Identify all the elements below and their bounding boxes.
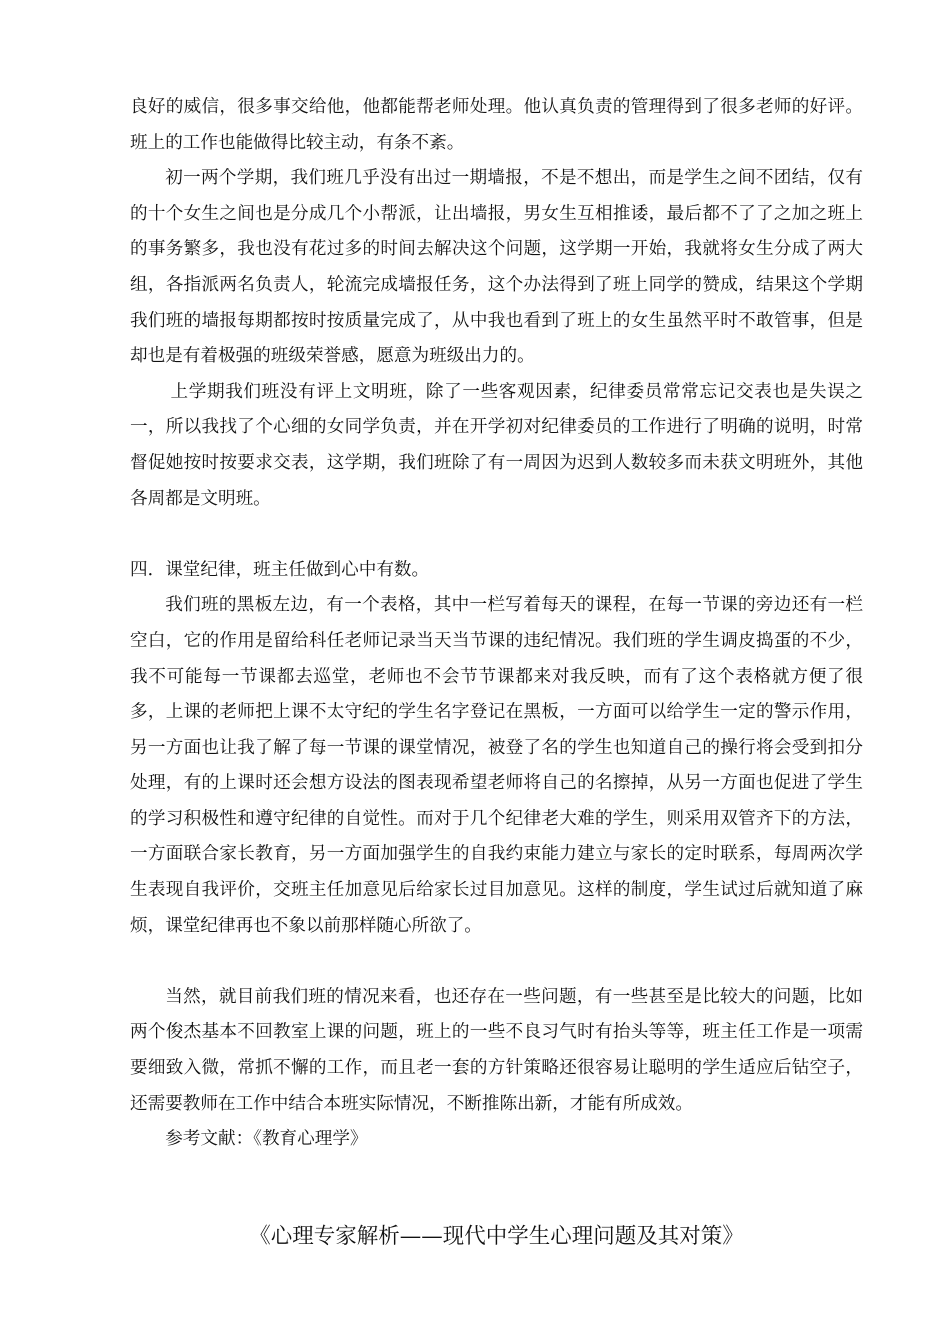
paragraph-wall-newspaper: 初一两个学期，我们班几乎没有出过一期墙报，不是不想出，而是学生之间不团结，仅有的十个女生之间也是分成几个小帮派，让出墙报，男女生互相推诿，最后都不了了之加之班上的事务繁多，我也没有花过多的时间去解决这个问题，这学期一开始，我就将女生分成了两大组，各指派两名负责人，轮流完成墙报任务，这个办法得到了班上同学的赞成，结果这个学期我们班的墙报每期都按时按质量完成了，从中我也看到了班上的女生虽然平时不敢管事，但是却也是有着极强的班级荣誉感，愿意为班级出力的。 bbox=[130, 168, 863, 367]
paragraph-prestige: 良好的威信，很多事交给他，他都能帮老师处理。他认真负责的管理得到了很多老师的好评。班上的工作也能做得比较主动，有条不紊。 bbox=[130, 97, 863, 153]
paragraph-civilized-class: 上学期我们班没有评上文明班，除了一些客观因素，纪律委员常常忘记交表也是失误之一，所以我找了个心细的女同学负责，并在开学初对纪律委员的工作进行了明确的说明，时常督促她按时按要求交表，这学期，我们班除了有一周因为迟到人数较多而未获文明班外，其他各周都是文明班。 bbox=[130, 381, 863, 509]
paragraph-gap bbox=[130, 517, 863, 553]
paragraph-conclusion: 当然，就目前我们班的情况来看，也还存在一些问题，有一些甚至是比较大的问题，比如两个俊杰基本不回教室上课的问题，班上的一些不良习气时有抬头等等，班主任工作是一项需要细致入微，常抓不懈的工作，而且老一套的方针策略还很容易让聪明的学生适应后钻空子，还需要教师在工作中结合本班实际情况，不断推陈出新，才能有所成效。 bbox=[130, 986, 863, 1114]
reference-book-title: 《心理专家解析——现代中学生心理问题及其对策》 bbox=[249, 1223, 744, 1249]
document-page bbox=[130, 90, 863, 1249]
paragraph-classroom-discipline: 我们班的黑板左边，有一个表格，其中一栏写着每天的课程，在每一节课的旁边还有一栏空白，它的作用是留给科任老师记录当天当节课的违纪情况。我们班的学生调皮捣蛋的不少，我不可能每一节课都去巡堂，老师也不会节节课都来对我反映，而有了这个表格就方便了很多，上课的老师把上课不太守纪的学生名字登记在黑板，一方面可以给学生一定的警示作用，另一方面也让我了解了每一节课的课堂情况，被登了名的学生也知道自己的操行将会受到扣分处理，有的上课时还会想方设法的图表现希望老师将自己的名擦掉，从另一方面也促进了学生的学习积极性和遵守纪律的自觉性。而对于几个纪律老大难的学生，则采用双管齐下的方法，一方面联合家长教育，另一方面加强学生的自我约束能力建立与家长的定时联系，每周两次学生表现自我评价，交班主任加意见后给家长过目加意见。这样的制度，学生试过后就知道了麻烦，课堂纪律再也不象以前那样随心所欲了。 bbox=[130, 595, 863, 936]
paragraph-gap bbox=[130, 944, 863, 980]
section-heading: 四．课堂纪律，班主任做到心中有数。 bbox=[130, 559, 430, 580]
references-label: 参考文献：《教育心理学》 bbox=[165, 1129, 368, 1150]
